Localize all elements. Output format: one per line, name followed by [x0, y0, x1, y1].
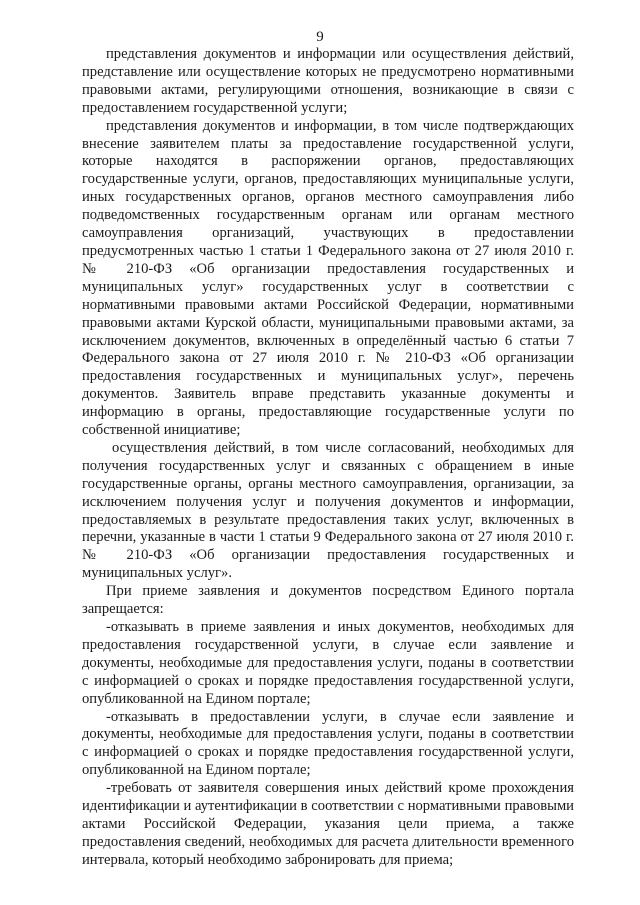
paragraph-4: При приеме заявления и документов посредством Единого портала запрещается: — [82, 583, 574, 618]
document-body — [82, 46, 574, 870]
paragraph-7: -требовать от заявителя совершения иных действий кроме прохождения идентификации и аутентификации в соответствии с нормативными правовыми актами Российской Федерации, указания цели приема, а также предоставления сведений, необходимых для расчета длительности временного интервала, который необходимо забронировать для приема; — [82, 780, 574, 868]
paragraph-5: -отказывать в приеме заявления и иных документов, необходимых для предоставления государственной услуги, в случае если заявление и документы, необходимые для предоставления услуги, поданы в соответствии с информацией о сроках и порядке предоставления государственной услуги, опубликованной на Едином портале; — [82, 619, 574, 707]
paragraph-6: -отказывать в предоставлении услуги, в случае если заявление и документы, необходимые для предоставления услуги, поданы в соответствии с информацией о сроках и порядке предоставления государственной услуги, опубликованной на Едином портале; — [82, 708, 574, 779]
paragraph-3: осуществления действий, в том числе согласований, необходимых для получения государственных услуг и связанных с обращением в иные государственные органы, органы местного самоуправления, организации, за исключением получения услуг и получения документов и информации, предоставляемых в результате предоставления таких услуг, включенных в перечни, указанные в части 1 статьи 9 Федерального закона от 27 июля 2010 г. № 210-ФЗ «Об организации предоставления государственных и муниципальных услуг». — [82, 439, 574, 582]
paragraph-1: представления документов и информации или осуществления действий, представление или осуществление которых не предусмотрено нормативными правовыми актами, регулирующими отношения, возникающие в связи с предоставлением государственной услуги; — [82, 46, 574, 116]
page-number: 9 — [316, 29, 324, 45]
paragraph-2: представления документов и информации, в том числе подтверждающих внесение заявителем платы за предоставление государственной услуги, которые находятся в распоряжении органов, предоставляющих государственные услуги, органов, предоставляющих муниципальные услуги, иных государственных органов, органов местного самоуправления либо подведомственных государственным органам или органам местного самоуправления организаций, участвующих в предоставлении предусмотренных частью 1 статьи 1 Федерального закона от 27 июля 2010 г. № 210-ФЗ «Об организации предоставления государственных и муниципальных услуг» государственных услуг в соответствии с нормативными правовыми актами Российской Федерации, нормативными правовыми актами Курской области, муниципальными правовыми актами, за исключением документов, включенных в определённый частью 6 статьи 7 Федерального закона от 27 июля 2010 г. № 210-ФЗ «Об организации предоставления государственных и муниципальных услуг», перечень документов. Заявитель вправе представить указанные документы и информацию в органы, предоставляющие государственные услуги по собственной инициативе; — [82, 117, 574, 439]
